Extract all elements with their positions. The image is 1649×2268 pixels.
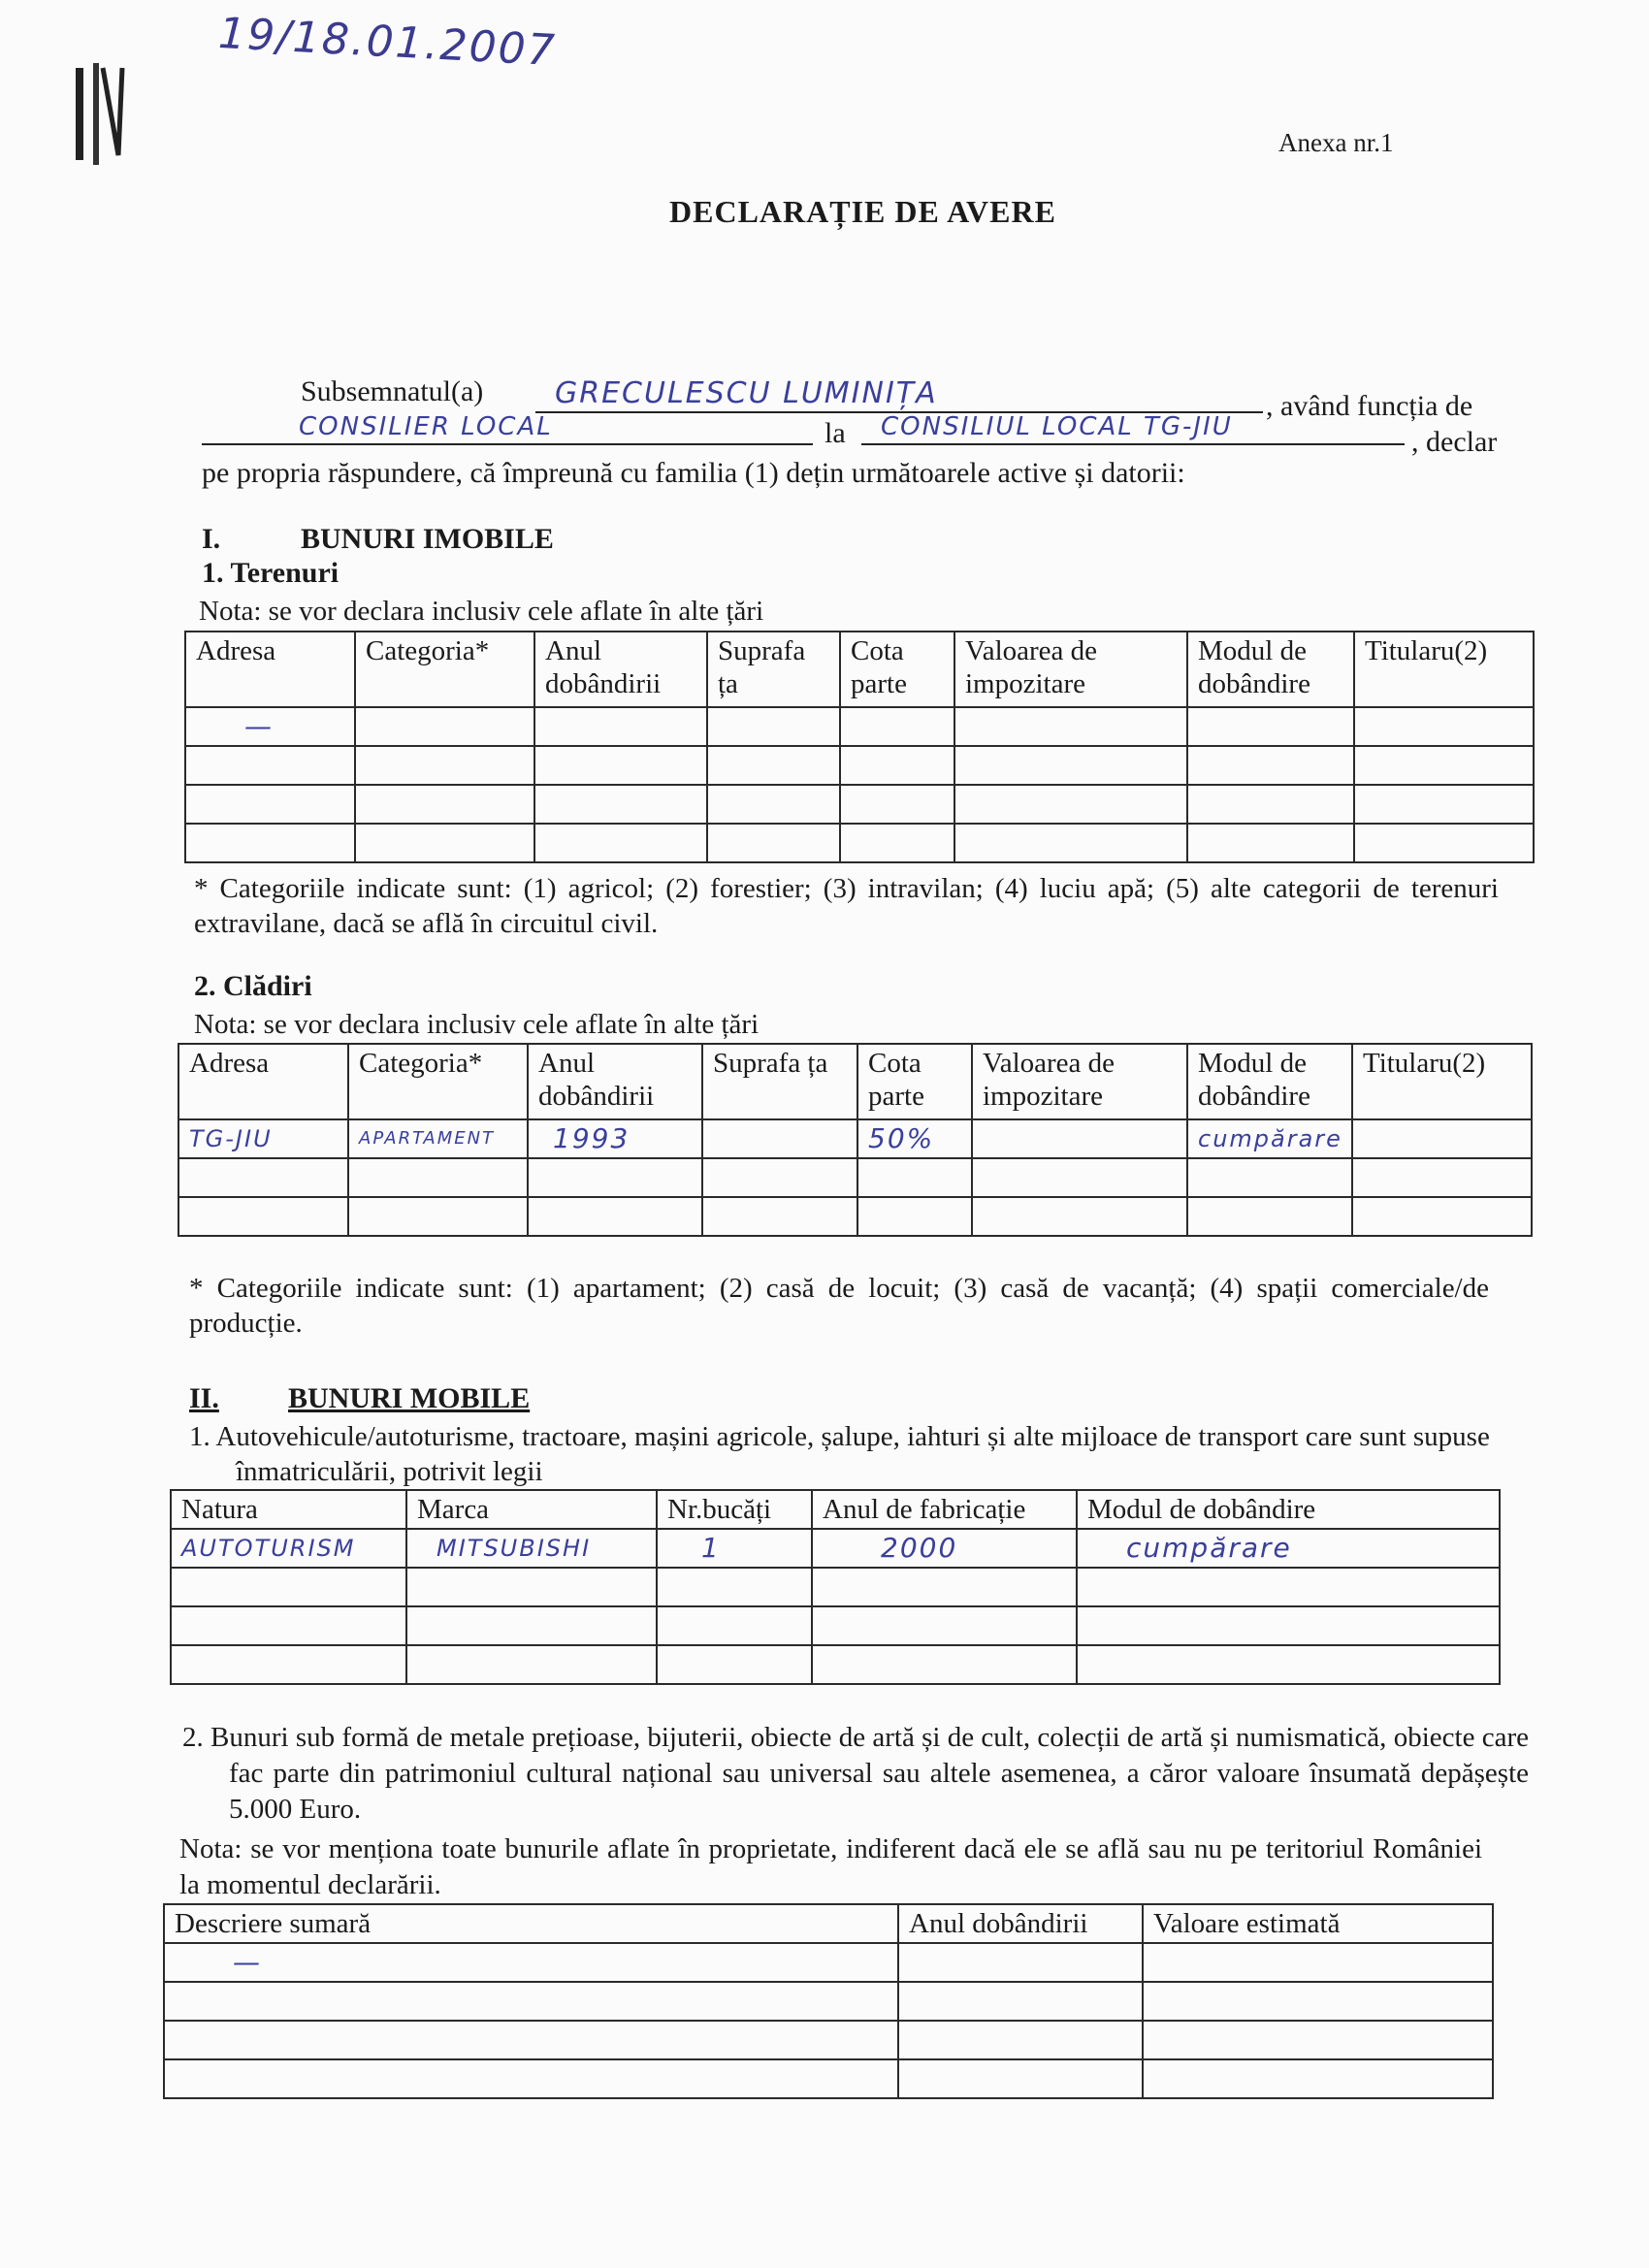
table-cell[interactable] bbox=[954, 785, 1187, 824]
section-1-title: BUNURI IMOBILE bbox=[301, 523, 554, 555]
table-cell[interactable] bbox=[840, 785, 954, 824]
header-cell: Adresa bbox=[185, 632, 355, 707]
table-cell[interactable] bbox=[1187, 785, 1354, 824]
table-cell[interactable] bbox=[178, 1197, 348, 1236]
table-cell[interactable] bbox=[348, 1197, 528, 1236]
header-cell: Adresa bbox=[178, 1044, 348, 1119]
name-value: GRECULESCU LUMINIȚA bbox=[555, 376, 938, 410]
cladiri-table bbox=[178, 1043, 1533, 1237]
avand-label: , având funcția de bbox=[1266, 390, 1473, 422]
table-cell[interactable]: MITSUBISHI bbox=[406, 1529, 657, 1568]
table-row bbox=[171, 1645, 1500, 1684]
table-cell[interactable] bbox=[702, 1197, 857, 1236]
header-cell: Suprafa ța bbox=[707, 632, 840, 707]
table-cell[interactable] bbox=[1143, 2059, 1493, 2098]
header-cell: Marca bbox=[406, 1490, 657, 1529]
subsemnatul-label: Subsemnatul(a) bbox=[301, 375, 484, 407]
table-cell[interactable] bbox=[534, 746, 707, 785]
table-cell[interactable] bbox=[1143, 2021, 1493, 2059]
table-cell[interactable] bbox=[1077, 1645, 1500, 1684]
table-cell[interactable]: 1 bbox=[657, 1529, 812, 1568]
table-row bbox=[185, 707, 1534, 746]
table-cell[interactable] bbox=[355, 824, 534, 862]
table-row bbox=[164, 1982, 1493, 2021]
table-cell[interactable] bbox=[355, 707, 534, 746]
institution-field[interactable] bbox=[861, 412, 1405, 445]
table-cell[interactable]: — bbox=[164, 1943, 898, 1982]
table-cell[interactable] bbox=[528, 1158, 702, 1197]
table-cell[interactable] bbox=[657, 1645, 812, 1684]
table-cell[interactable] bbox=[1187, 1197, 1352, 1236]
valuables-table bbox=[163, 1903, 1494, 2099]
table-cell[interactable] bbox=[812, 1568, 1077, 1606]
table-cell[interactable] bbox=[178, 1158, 348, 1197]
section-2-number: II. bbox=[189, 1382, 219, 1414]
table-cell[interactable] bbox=[1143, 1982, 1493, 2021]
table-cell[interactable] bbox=[898, 2059, 1143, 2098]
vehicles-text: 1. Autovehicule/autoturisme, tractoare, mașini agricole, șalupe, iahturi și alte mijloace de transport care sunt supuse înmatriculării, potrivit legii bbox=[189, 1421, 1490, 1487]
header-cell: Anul dobândirii bbox=[898, 1904, 1143, 1943]
table-cell[interactable] bbox=[972, 1119, 1187, 1158]
declar-label: , declar bbox=[1411, 426, 1498, 458]
table-cell[interactable]: 2000 bbox=[812, 1529, 1077, 1568]
function-field[interactable] bbox=[202, 412, 813, 445]
table-cell[interactable] bbox=[534, 707, 707, 746]
header-cell: Cota parte bbox=[857, 1044, 972, 1119]
table-cell[interactable] bbox=[534, 824, 707, 862]
valuables-text: 2. Bunuri sub formă de metale prețioase, bijuterii, obiecte de artă și de cult, colecții de artă și numismatică, obiecte care fac parte din patrimoniul cultural național sau universal sau altele asemenea, a căror valoare însumată depășește 5.000 Euro. bbox=[182, 1722, 1529, 1825]
table-cell[interactable] bbox=[406, 1606, 657, 1645]
annex-number: Anexa nr.1 bbox=[1278, 128, 1394, 157]
table-cell[interactable] bbox=[1077, 1606, 1500, 1645]
table-cell[interactable] bbox=[898, 1943, 1143, 1982]
table-cell[interactable] bbox=[954, 746, 1187, 785]
table-cell[interactable] bbox=[657, 1606, 812, 1645]
table-cell[interactable] bbox=[355, 785, 534, 824]
handwritten-date: 19/18.01.2007 bbox=[216, 8, 558, 77]
table-cell[interactable] bbox=[1354, 707, 1534, 746]
table-cell[interactable] bbox=[1187, 1158, 1352, 1197]
header-cell: Valoare estimată bbox=[1143, 1904, 1493, 1943]
table-cell[interactable] bbox=[954, 824, 1187, 862]
table-cell[interactable] bbox=[185, 824, 355, 862]
section-2-title: BUNURI MOBILE bbox=[288, 1382, 531, 1414]
table-row bbox=[178, 1197, 1532, 1236]
header-cell: Anul dobândirii bbox=[534, 632, 707, 707]
table-cell[interactable] bbox=[534, 785, 707, 824]
terenuri-table bbox=[184, 631, 1535, 863]
table-header-row bbox=[164, 1904, 1493, 1943]
table-cell[interactable] bbox=[164, 1982, 898, 2021]
header-cell: Cota parte bbox=[840, 632, 954, 707]
table-cell[interactable]: 50% bbox=[857, 1119, 972, 1158]
table-cell[interactable]: cumpărare bbox=[1077, 1529, 1500, 1568]
table-row bbox=[178, 1158, 1532, 1197]
table-cell[interactable] bbox=[840, 746, 954, 785]
table-cell[interactable] bbox=[898, 1982, 1143, 2021]
cladiri-note: Nota: se vor declara inclusiv cele aflate în alte țări bbox=[194, 1009, 760, 1040]
table-cell[interactable]: APARTAMENT bbox=[348, 1119, 528, 1158]
header-cell: Categoria* bbox=[348, 1044, 528, 1119]
table-cell[interactable]: 1993 bbox=[528, 1119, 702, 1158]
table-cell[interactable] bbox=[1187, 824, 1354, 862]
table-cell[interactable] bbox=[707, 707, 840, 746]
table-row bbox=[171, 1529, 1500, 1568]
institution-value: CONSILIUL LOCAL TG-JIU bbox=[881, 412, 1233, 441]
table-cell[interactable] bbox=[1354, 785, 1534, 824]
table-cell[interactable] bbox=[1352, 1158, 1532, 1197]
intro-sentence: pe propria răspundere, că împreună cu familia (1) dețin următoarele active și datorii: bbox=[202, 457, 1185, 489]
table-cell[interactable] bbox=[707, 824, 840, 862]
table-cell[interactable] bbox=[171, 1645, 406, 1684]
table-cell[interactable] bbox=[857, 1197, 972, 1236]
table-cell[interactable] bbox=[812, 1606, 1077, 1645]
table-cell[interactable] bbox=[1187, 707, 1354, 746]
header-cell: Nr.bucăți bbox=[657, 1490, 812, 1529]
header-cell: Categoria* bbox=[355, 632, 534, 707]
table-header-row bbox=[178, 1044, 1532, 1119]
table-row bbox=[164, 2059, 1493, 2098]
table-cell[interactable] bbox=[185, 746, 355, 785]
header-cell: Descriere sumară bbox=[164, 1904, 898, 1943]
table-cell[interactable] bbox=[954, 707, 1187, 746]
table-cell[interactable] bbox=[355, 746, 534, 785]
table-row bbox=[171, 1606, 1500, 1645]
table-row bbox=[178, 1119, 1532, 1158]
table-cell[interactable]: — bbox=[185, 707, 355, 746]
table-cell[interactable] bbox=[528, 1197, 702, 1236]
table-header-row bbox=[171, 1490, 1500, 1529]
table-cell[interactable] bbox=[972, 1158, 1187, 1197]
table-cell[interactable] bbox=[857, 1158, 972, 1197]
table-cell[interactable] bbox=[840, 707, 954, 746]
document-title: DECLARAȚIE DE AVERE bbox=[669, 194, 1056, 229]
terenuri-note: Nota: se vor declara inclusiv cele aflate în alte țări bbox=[199, 596, 764, 627]
header-cell: Natura bbox=[171, 1490, 406, 1529]
table-row bbox=[171, 1568, 1500, 1606]
table-cell[interactable] bbox=[657, 1568, 812, 1606]
la-label: la bbox=[824, 417, 846, 449]
table-cell[interactable] bbox=[707, 785, 840, 824]
table-header-row bbox=[185, 632, 1534, 707]
table-cell[interactable] bbox=[171, 1606, 406, 1645]
table-cell[interactable] bbox=[1143, 1943, 1493, 1982]
table-cell[interactable] bbox=[840, 824, 954, 862]
table-row bbox=[164, 1943, 1493, 1982]
table-cell[interactable] bbox=[164, 2021, 898, 2059]
table-cell[interactable] bbox=[1077, 1568, 1500, 1606]
table-cell[interactable] bbox=[1354, 824, 1534, 862]
table-cell[interactable] bbox=[702, 1119, 857, 1158]
table-cell[interactable] bbox=[1352, 1197, 1532, 1236]
table-cell[interactable] bbox=[348, 1158, 528, 1197]
table-cell[interactable] bbox=[898, 2021, 1143, 2059]
header-cell: Valoarea de impozitare bbox=[954, 632, 1187, 707]
header-cell: Modul de dobândire bbox=[1077, 1490, 1500, 1529]
header-cell: Titularu(2) bbox=[1354, 632, 1534, 707]
table-cell[interactable] bbox=[171, 1568, 406, 1606]
section-1-number: I. bbox=[202, 523, 221, 555]
table-cell[interactable] bbox=[702, 1158, 857, 1197]
header-cell: Modul de dobândire bbox=[1187, 1044, 1352, 1119]
header-cell: Anul de fabricație bbox=[812, 1490, 1077, 1529]
terenuri-footnote: * Categoriile indicate sunt: (1) agricol; (2) forestier; (3) intravilan; (4) luciu apă; (5) alte categorii de terenuri extravilane, dacă se află în circuitul civil. bbox=[194, 873, 1499, 939]
table-cell[interactable] bbox=[1187, 746, 1354, 785]
header-cell: Anul dobândirii bbox=[528, 1044, 702, 1119]
header-cell: Valoarea de impozitare bbox=[972, 1044, 1187, 1119]
function-value: CONSILIER LOCAL bbox=[299, 412, 553, 441]
header-cell: Suprafa ța bbox=[702, 1044, 857, 1119]
table-cell[interactable] bbox=[185, 785, 355, 824]
table-cell[interactable]: AUTOTURISM bbox=[171, 1529, 406, 1568]
table-cell[interactable] bbox=[1352, 1119, 1532, 1158]
table-row bbox=[185, 824, 1534, 862]
vehicles-table bbox=[170, 1489, 1501, 1685]
table-cell[interactable] bbox=[406, 1568, 657, 1606]
table-cell[interactable] bbox=[972, 1197, 1187, 1236]
table-cell[interactable] bbox=[707, 746, 840, 785]
table-cell[interactable] bbox=[164, 2059, 898, 2098]
table-cell[interactable]: TG-JIU bbox=[178, 1119, 348, 1158]
table-row bbox=[164, 2021, 1493, 2059]
cladiri-footnote: * Categoriile indicate sunt: (1) apartament; (2) casă de locuit; (3) casă de vacanță; (4) spații comerciale/de producție. bbox=[189, 1273, 1489, 1339]
header-cell: Titularu(2) bbox=[1352, 1044, 1532, 1119]
valuables-note: Nota: se vor menționa toate bunurile aflate în proprietate, indiferent dacă ele se află sau nu pe teritoriul României la momentul declarării. bbox=[179, 1833, 1482, 1900]
table-cell[interactable] bbox=[1354, 746, 1534, 785]
table-cell[interactable] bbox=[406, 1645, 657, 1684]
stamp-mark bbox=[68, 58, 126, 170]
table-row bbox=[185, 746, 1534, 785]
cladiri-title: 2. Clădiri bbox=[194, 970, 312, 1002]
header-cell: Modul de dobândire bbox=[1187, 632, 1354, 707]
table-row bbox=[185, 785, 1534, 824]
name-field[interactable] bbox=[535, 376, 1263, 413]
table-cell[interactable] bbox=[812, 1645, 1077, 1684]
terenuri-title: 1. Terenuri bbox=[202, 557, 340, 589]
table-cell[interactable]: cumpărare bbox=[1187, 1119, 1352, 1158]
